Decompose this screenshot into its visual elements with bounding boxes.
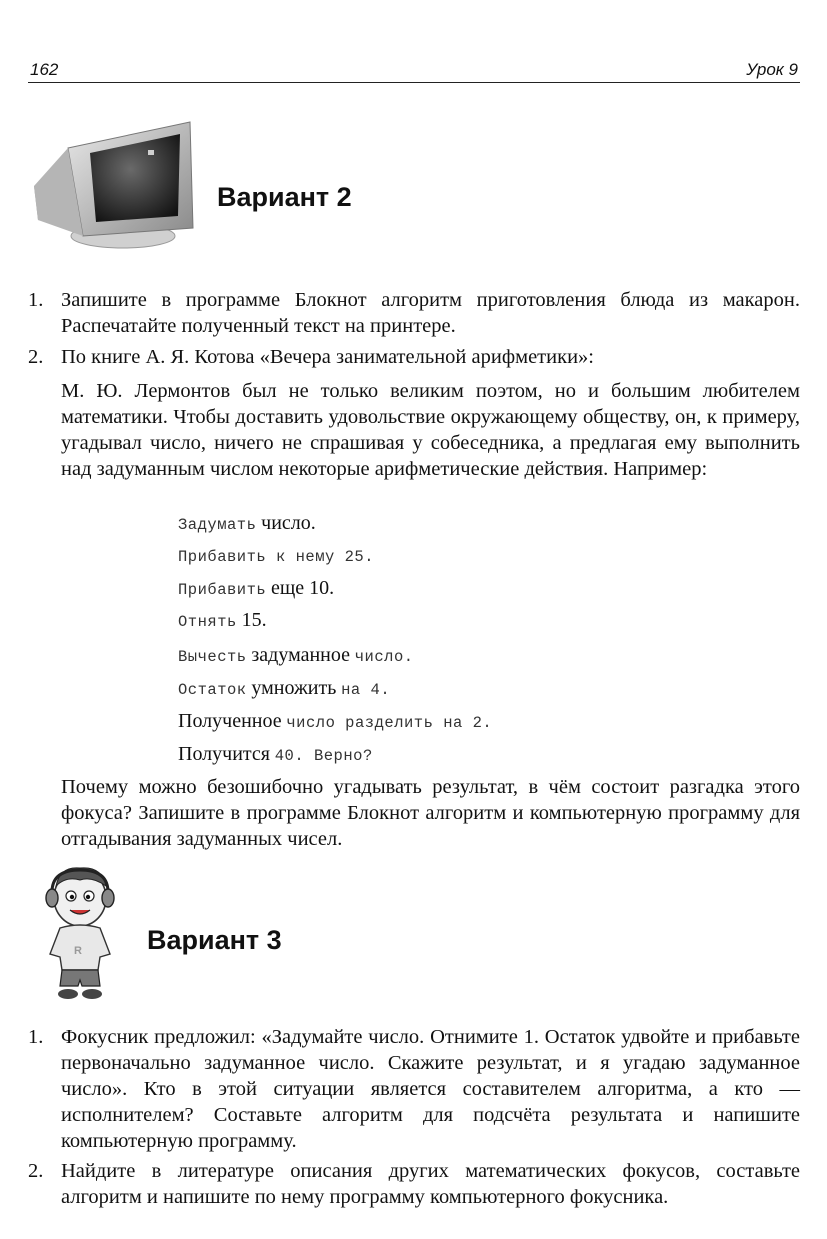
step-line: Прибавить еще 10. bbox=[178, 577, 335, 599]
svg-text:R: R bbox=[74, 945, 82, 957]
task-text: Найдите в литературе описания других математических фокусов, составьте алгоритм и напишите по нему программу компьютерного фокусника. bbox=[61, 1160, 800, 1208]
step-line: Получится 40. Верно? bbox=[178, 743, 373, 765]
question-paragraph: Почему можно безошибочно угадывать результат, в чём состоит разгадка этого фокуса? Запишите в программе Блокнот алгоритм и компьютерную программу для отгадывания задуманных чисел. bbox=[61, 776, 800, 850]
task-number: 2. bbox=[28, 1160, 44, 1182]
task-number: 1. bbox=[28, 1026, 44, 1048]
task-number: 1. bbox=[28, 289, 44, 311]
task-text: По книге А. Я. Котова «Вечера занимательной арифметики»: bbox=[61, 346, 594, 368]
task-item bbox=[28, 287, 800, 339]
task-item bbox=[28, 1024, 800, 1154]
page-header bbox=[28, 58, 800, 83]
task-item bbox=[28, 344, 800, 370]
variant-3-heading: Вариант 3 bbox=[147, 925, 282, 955]
chapter-title: Урок 9 bbox=[746, 60, 798, 79]
page-number: 162 bbox=[30, 60, 59, 79]
variant-2-heading: Вариант 2 bbox=[217, 182, 352, 212]
task-item bbox=[28, 1158, 800, 1210]
step-line: Вычесть задуманное число. bbox=[178, 644, 414, 666]
task-text: Фокусник предложил: «Задумайте число. Отнимите 1. Остаток удвойте и прибавьте первоначально задуманное число. Скажите результат, и я угадаю задуманное число». Кто в этой ситуации является составителем алгоритма, а кто — исполнителем? Составьте алгоритм для подсчёта результата и напишите компьютерную программу. bbox=[61, 1026, 800, 1152]
step-line: Полученное число разделить на 2. bbox=[178, 710, 493, 732]
lermontov-paragraph: М. Ю. Лермонтов был не только великим поэтом, но и большим любителем математики. Чтобы доставить удовольствие окружающему обществу, он, к примеру, угадывал число, ничего не спрашивая у собеседника, а предлагая ему выполнить над задуманным числом некоторые арифметические действия. Например: bbox=[61, 380, 800, 480]
step-line: Отнять 15. bbox=[178, 609, 267, 631]
task-text: Запишите в программе Блокнот алгоритм приготовления блюда из макарон. Распечатайте полученный текст на принтере. bbox=[61, 289, 800, 337]
boy-illustration bbox=[30, 862, 130, 1004]
step-line: Задумать число. bbox=[178, 512, 316, 534]
step-line: Остаток умножить на 4. bbox=[178, 677, 391, 699]
step-line: Прибавить к нему 25. bbox=[178, 548, 375, 566]
task-number: 2. bbox=[28, 346, 44, 368]
monitor-illustration bbox=[28, 108, 198, 258]
